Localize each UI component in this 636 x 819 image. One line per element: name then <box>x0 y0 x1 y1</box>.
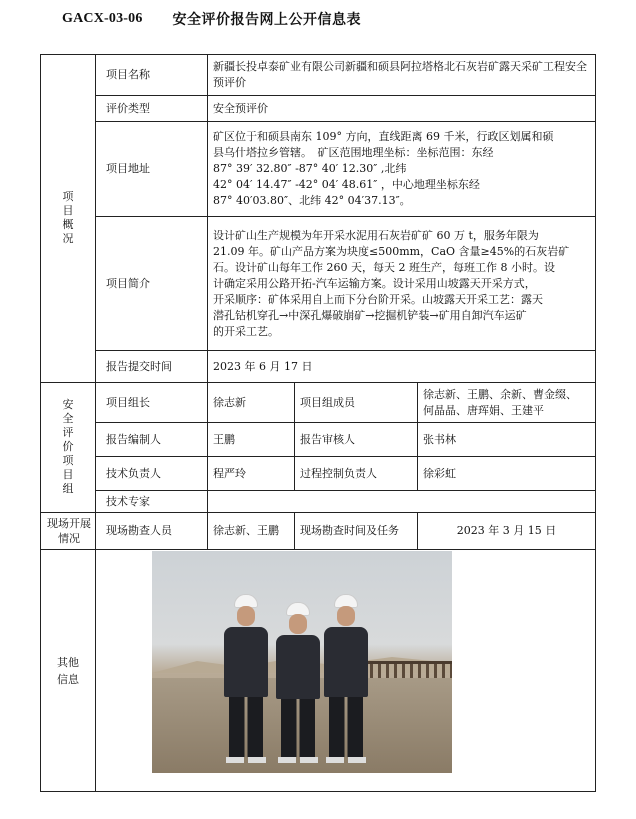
label-intro: 项目简介 <box>96 217 208 351</box>
row-project-name <box>41 55 596 96</box>
value-site-time: 2023 年 3 月 15 日 <box>418 513 596 550</box>
value-team-members <box>418 383 596 423</box>
intro-line: 计确定采用公路开拓-汽车运输方案。设计采用山坡露天开采方式， <box>213 276 536 290</box>
section-team-label: 安全评价项目组 <box>62 398 74 495</box>
value-address <box>208 122 596 217</box>
label-author: 报告编制人 <box>96 423 208 457</box>
label-address: 项目地址 <box>96 122 208 217</box>
site-photo <box>152 551 452 773</box>
row-expert <box>41 491 596 513</box>
document-header <box>62 8 361 30</box>
label-process-control: 过程控制负责人 <box>295 457 418 491</box>
value-author: 王鹏 <box>208 423 295 457</box>
intro-line: 的开采工艺。 <box>213 324 279 338</box>
value-project-name: 新疆长投卓泰矿业有限公司新疆和硕县阿拉塔格北石灰岩矿露天采矿工程安全预评价 <box>208 55 596 96</box>
section-overview <box>41 55 96 383</box>
form-title: 安全评价报告网上公开信息表 <box>172 12 362 28</box>
value-submit-time: 2023 年 6 月 17 日 <box>208 351 596 383</box>
value-tech-lead: 程严玲 <box>208 457 295 491</box>
value-site-staff: 徐志新、王鹏 <box>208 513 295 550</box>
intro-line: 21.09 年。矿山产品方案为块度≤500mm，CaO 含量≥45%的石灰岩矿 <box>213 244 570 258</box>
row-tech <box>41 457 596 491</box>
label-tech-expert: 技术专家 <box>96 491 208 513</box>
label-team-members: 项目组成员 <box>295 383 418 423</box>
intro-line: 潜孔钻机穿孔→中深孔爆破崩矿→挖掘机铲装→矿用自卸汽车运矿 <box>213 308 527 322</box>
address-line: 87° 39′ 32.80″ -87° 40′ 12.30″ ,北纬 <box>213 162 407 175</box>
row-author <box>41 423 596 457</box>
photo-person <box>276 602 320 763</box>
section-other <box>41 550 96 792</box>
form-code: GACX-03-06 <box>62 11 143 26</box>
value-process-control: 徐彩虹 <box>418 457 596 491</box>
intro-line: 设计矿山生产规模为年开采水泥用石灰岩矿矿 60 万 t，服务年限为 <box>213 228 539 242</box>
row-submit-time <box>41 351 596 383</box>
row-team-leader <box>41 383 596 423</box>
address-line: 87° 40′03.80″、北纬 42° 04′37.13″。 <box>213 194 411 207</box>
section-team <box>41 383 96 513</box>
photo-person <box>324 594 368 763</box>
address-line: 矿区位于和硕县南东 109° 方向，直线距离 69 千米，行政区划属和硕 <box>213 130 554 143</box>
value-reviewer: 张书林 <box>418 423 596 457</box>
label-submit-time: 报告提交时间 <box>96 351 208 383</box>
section-overview-label: 项目概况 <box>62 190 74 245</box>
address-line: 42° 04′ 14.47″ -42° 04′ 48.61″ ，中心地理坐标东经 <box>213 178 480 191</box>
label-reviewer: 报告审核人 <box>295 423 418 457</box>
members-line: 徐志新、王鹏、余新、曹金缀、 <box>423 387 577 401</box>
label-site-staff: 现场勘查人员 <box>96 513 208 550</box>
row-site-survey <box>41 513 596 550</box>
value-tech-expert <box>208 491 596 513</box>
intro-line: 开采顺序：矿体采用自上而下分台阶开采。山坡露天开采工艺：露天 <box>213 292 543 306</box>
label-eval-type: 评价类型 <box>96 96 208 122</box>
value-eval-type: 安全预评价 <box>208 96 596 122</box>
section-other-label: 其他信息 <box>57 655 79 686</box>
row-intro <box>41 217 596 351</box>
label-project-name: 项目名称 <box>96 55 208 96</box>
members-line: 何晶晶、唐珲娟、王建平 <box>423 403 544 417</box>
label-site-time: 现场勘查时间及任务 <box>295 513 418 550</box>
row-other-info <box>41 550 596 792</box>
section-site <box>41 513 96 550</box>
value-team-leader: 徐志新 <box>208 383 295 423</box>
label-tech-lead: 技术负责人 <box>96 457 208 491</box>
info-table <box>40 54 596 792</box>
photo-person <box>224 594 268 763</box>
label-team-leader: 项目组长 <box>96 383 208 423</box>
section-site-label: 现场开展情况 <box>47 516 91 545</box>
address-line: 县乌什塔拉乡管辖。 矿区范围地理坐标：坐标范围：东经 <box>213 146 494 159</box>
row-address <box>41 122 596 217</box>
value-intro <box>208 217 596 351</box>
row-eval-type <box>41 96 596 122</box>
intro-line: 石。设计矿山每年工作 260 天，每天 2 班生产，每班工作 8 小时。设 <box>213 260 555 274</box>
photo-cell <box>96 550 596 792</box>
